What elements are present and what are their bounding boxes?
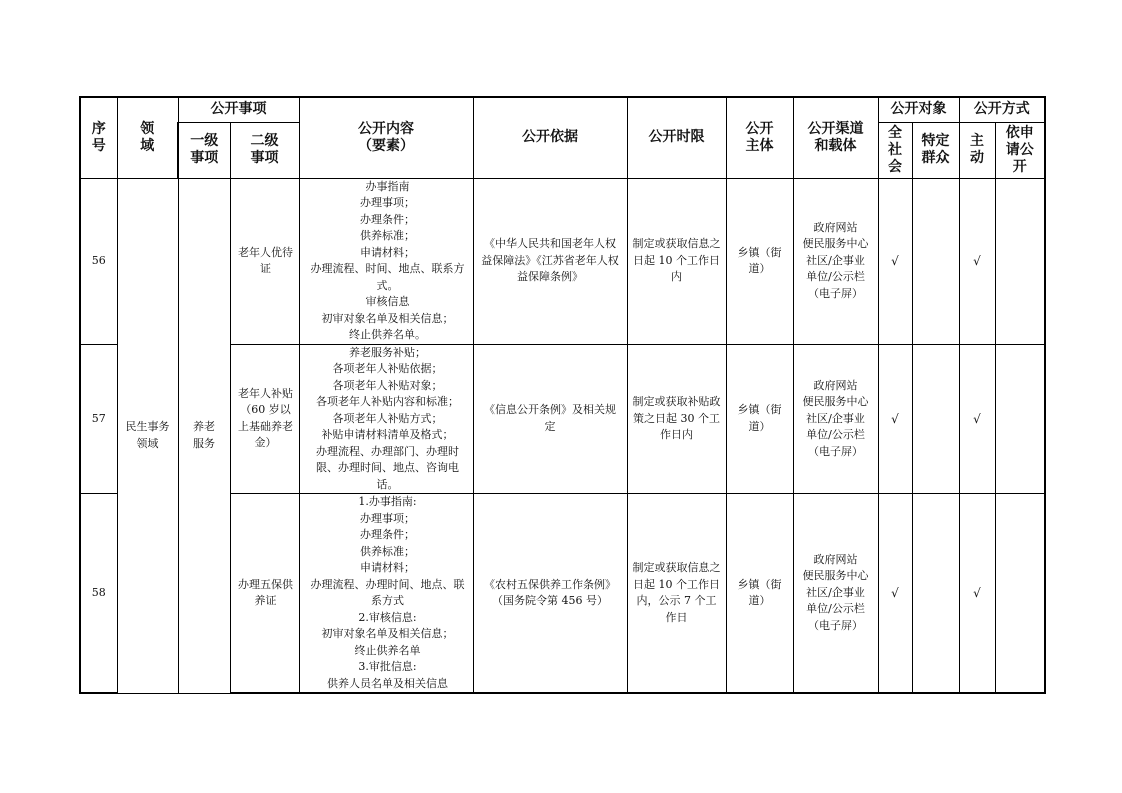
- row-time-limit: 制定或获取信息之日起 10 个工作日内，公示 7 个工作日: [627, 494, 726, 694]
- header-matters: 公开事项: [178, 97, 299, 122]
- row-content: [299, 178, 473, 344]
- header-method-active: 主动: [959, 122, 995, 178]
- content-line: 申请材料；: [360, 561, 415, 574]
- content-line: 办事指南: [365, 179, 410, 193]
- channel-line: 单位/公示栏: [806, 602, 865, 616]
- row-level2: 老年人优待证: [230, 178, 299, 344]
- content-line: 办理流程、办理时间、地点、联系方式: [310, 577, 465, 607]
- channel-line: 社区/企事业: [806, 253, 865, 267]
- field-cell: 民生事务领域: [117, 178, 178, 693]
- content-line: 供养标准；: [360, 229, 415, 242]
- disclosure-table: [79, 96, 1046, 694]
- channel-line: 便民服务中心: [802, 237, 869, 251]
- content-line: 供养标准；: [360, 544, 415, 558]
- row-channel: [793, 494, 878, 694]
- content-line: 供养人员名单及相关信息: [327, 676, 448, 690]
- content-line: 办理条件；: [360, 528, 415, 541]
- row-method-apply: [995, 178, 1045, 344]
- header-target-all: 全社会: [878, 122, 912, 178]
- row-method-active-check: √: [959, 494, 995, 694]
- content-line: 办理条件；: [360, 212, 415, 226]
- header-field: 领域: [117, 97, 178, 178]
- channel-line: 政府网站: [813, 220, 858, 234]
- row-target-all-check: √: [878, 178, 912, 344]
- row-target-specific: [912, 178, 959, 344]
- row-basis: 《中华人民共和国老年人权益保障法》《江苏省老年人权益保障条例》: [473, 178, 627, 344]
- content-line: 终止供养名单。: [349, 328, 426, 341]
- header-level2: 二级事项: [230, 122, 299, 178]
- channel-line: 社区/企事业: [806, 585, 865, 599]
- content-line: 各项老年人补贴依据；: [332, 362, 443, 375]
- row-method-active-check: √: [959, 344, 995, 494]
- row-seq: 58: [80, 494, 117, 694]
- content-line: 初审对象名单及相关信息；: [321, 627, 454, 640]
- content-line: 办理流程、办理部门、办理时限、办理时间、地点、咨询电话。: [316, 444, 459, 491]
- content-line: 各项老年人补贴方式；: [332, 411, 443, 425]
- row-basis: 《农村五保供养工作条例》（国务院令第 456 号）: [473, 494, 627, 694]
- content-line: 3.审批信息:: [358, 660, 417, 673]
- header-level1: 一级事项: [178, 122, 230, 178]
- row-subject: 乡镇（街道）: [726, 178, 793, 344]
- row-method-apply: [995, 344, 1045, 494]
- content-line: 办理事项；: [360, 196, 415, 209]
- header-method: 公开方式: [959, 97, 1045, 122]
- content-line: 审核信息: [365, 295, 410, 308]
- content-line: 养老服务补贴；: [349, 345, 426, 359]
- header-basis: 公开依据: [473, 97, 627, 178]
- header-target-specific: 特定群众: [912, 122, 959, 178]
- row-method-active-check: √: [959, 178, 995, 344]
- row-target-specific: [912, 344, 959, 494]
- level1-cell: 养老服务: [178, 178, 230, 693]
- channel-line: 社区/企事业: [806, 411, 865, 425]
- row-subject: 乡镇（街道）: [726, 494, 793, 694]
- row-time-limit: 制定或获取补贴政策之日起 30 个工作日内: [627, 344, 726, 494]
- content-line: 办理事项；: [360, 511, 415, 525]
- content-line: 2.审核信息:: [358, 610, 417, 624]
- header-time-limit: 公开时限: [627, 97, 726, 178]
- content-line: 初审对象名单及相关信息；: [321, 311, 454, 325]
- channel-line: （电子屏）: [808, 444, 863, 458]
- header-content: 公开内容（要素）: [299, 97, 473, 178]
- content-line: 各项老年人补贴内容和标准；: [316, 395, 459, 408]
- content-line: 办理流程、时间、地点、联系方式。: [310, 262, 465, 292]
- row-target-all-check: √: [878, 344, 912, 494]
- row-seq: 56: [80, 178, 117, 344]
- channel-line: 单位/公示栏: [806, 270, 865, 284]
- row-content: [299, 494, 473, 694]
- row-level2: 老年人补贴（60 岁以上基础养老金）: [230, 344, 299, 494]
- row-seq: 57: [80, 344, 117, 494]
- table-row: [80, 178, 1045, 344]
- row-channel: [793, 178, 878, 344]
- channel-line: （电子屏）: [808, 286, 863, 300]
- row-time-limit: 制定或获取信息之日起 10 个工作日内: [627, 178, 726, 344]
- header-method-apply: 依申请公开: [995, 122, 1045, 178]
- header-target: 公开对象: [878, 97, 959, 122]
- content-line: 终止供养名单: [354, 643, 421, 657]
- row-target-specific: [912, 494, 959, 694]
- header-seq: 序号: [80, 97, 117, 178]
- content-line: 补贴申请材料清单及格式；: [321, 428, 454, 441]
- row-channel: [793, 344, 878, 494]
- channel-line: 便民服务中心: [802, 569, 869, 583]
- content-line: 各项老年人补贴对象；: [332, 378, 443, 392]
- row-level2: 办理五保供养证: [230, 494, 299, 694]
- channel-line: 单位/公示栏: [806, 428, 865, 441]
- channel-line: 政府网站: [813, 378, 858, 392]
- row-method-apply: [995, 494, 1045, 694]
- channel-line: 便民服务中心: [802, 395, 869, 408]
- row-content: [299, 344, 473, 494]
- row-basis: 《信息公开条例》及相关规定: [473, 344, 627, 494]
- row-target-all-check: √: [878, 494, 912, 694]
- channel-line: 政府网站: [813, 552, 858, 566]
- channel-line: （电子屏）: [808, 618, 863, 632]
- header-subject: 公开主体: [726, 97, 793, 178]
- content-line: 1.办事指南:: [358, 495, 417, 508]
- content-line: 申请材料；: [360, 245, 415, 259]
- row-subject: 乡镇（街道）: [726, 344, 793, 494]
- header-channel: 公开渠道和载体: [793, 97, 878, 178]
